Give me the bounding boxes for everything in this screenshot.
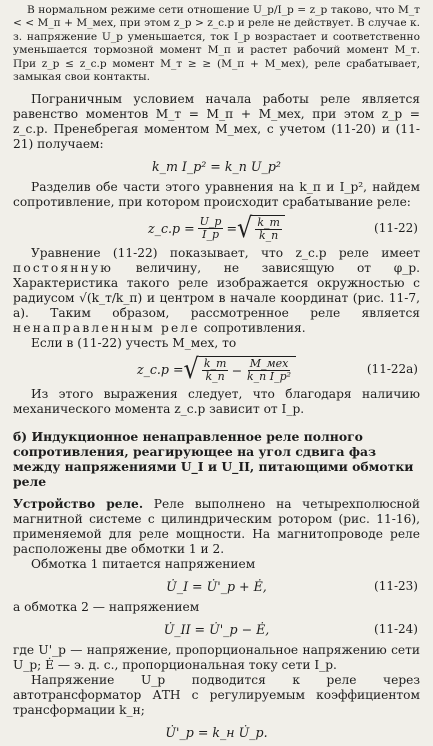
equation-11-22-sqrt (237, 212, 285, 245)
radical-sign: √ (237, 212, 253, 245)
equation-number-11-23: (11-23) (374, 578, 418, 593)
text-run: Уравнение (11-22) показывает, что z_с.р реле имеет (31, 246, 420, 261)
equation-11-22a-sqrt (183, 353, 297, 386)
sqrt-numerator: k_т (257, 215, 280, 229)
paragraph-where: где U'_р — напряжение, пропорциональное напряжению сети U_р; Ė — э. д. с., пропорциональная току сети I_р. (13, 643, 420, 673)
paragraph-conclusion: Из этого выражения следует, что благодаря наличию механического момента z_с.р зависит от I_p. (13, 387, 420, 417)
spaced-text-run: постоянную (13, 261, 114, 276)
minus-sign: − (231, 362, 243, 378)
equation-11-22a-lhs: z_с.р = (136, 361, 184, 377)
paragraph-mech-moment: Если в (11-22) учесть M_мех, то (31, 336, 237, 351)
paragraph-relay-design (13, 497, 420, 557)
term1-fraction (202, 358, 229, 383)
paragraph-normal-mode: В нормальном режиме сети отношение U_p/I_p = z_p таково, что M_т < < M_п + M_мех, при этом z_p > z_с.р и реле не действует. В случае к. з. напряжение U_p уменьшается, ток I_p возрастает и соответственно уменьшается тормозной момент M_п и растет рабочий момент M_т. При z_p ≤ z_с.р момент M_т ≥ ≥ (M_п + M_мех), реле срабатывает, замыкая свои контакты. (13, 4, 420, 84)
equation-balance (13, 152, 420, 180)
equation-11-23-text: U̇_I = U̇'_р + Ė, (166, 578, 267, 594)
paragraph-winding-2: а обмотка 2 — напряжением (13, 600, 200, 615)
equation-balance-text: k_т I_p² = k_п U_p² (152, 158, 281, 174)
equation-last (13, 718, 420, 746)
equation-11-22-fraction (198, 216, 224, 241)
equation-11-22-denominator: I_p (202, 227, 219, 241)
text-run: Реле выполнено на четырехполюсной магнитной системе с цилиндрическим ротором (рис. 11-16), применяемой для реле мощности. На магнитопроводе реле расположены две обмотки 1 и 2. (13, 497, 421, 557)
term1-numerator: k_т (203, 356, 227, 370)
text-run: величину, не зависящую от φ_р. Характеристика такого реле изображается окружностью с радиусом √(k_т/k_п) и центром в начале координат (рис. 11-7, а). Таким образом, рассмотренное реле является (13, 261, 421, 321)
section-heading: б) Индукционное ненаправленное реле полного сопротивления, реагирующее на угол сдвига фаз между напряжениями U_I и U_II, питающими обмотки реле (13, 429, 414, 490)
paragraph-winding-1: Обмотка 1 питается напряжением (31, 557, 256, 572)
equation-number-11-22a: (11-22а) (366, 361, 418, 376)
radical-body (252, 215, 285, 242)
equation-11-22-lhs: z_с.р = (148, 220, 195, 236)
text-run: сопротивления. (203, 321, 306, 336)
equation-last-text: U̇'_р = k_н U̇_р. (165, 724, 268, 740)
equation-11-22 (13, 210, 420, 246)
equation-11-22-sqrt-fraction (255, 217, 282, 242)
radical-body (199, 356, 296, 383)
paragraph-autotransformer: Напряжение U_р подводится к реле через автотрансформатор АТН с регулируемым коэффициентом трансформации k_н; (13, 673, 420, 718)
term2-numerator: M_мех (249, 356, 289, 370)
equation-11-24-text: U̇_II = U̇'_р − Ė, (163, 621, 270, 637)
equation-number-11-24: (11-24) (374, 621, 418, 636)
spaced-text-run: ненаправленным реле (13, 321, 200, 336)
equation-number-11-22: (11-22) (374, 220, 418, 235)
radical-sign: √ (183, 353, 199, 386)
term1-denominator: k_п (205, 369, 225, 383)
term2-fraction (245, 358, 293, 383)
equals-sign: = (226, 220, 238, 236)
runin-heading: Устройство реле. (13, 497, 144, 512)
paragraph-constant-value (13, 246, 420, 336)
paragraph-divide: Разделив обе части этого уравнения на k_п и I_p², найдем сопротивление, при котором происходит срабатывание реле: (13, 180, 420, 210)
equation-11-23 (13, 572, 420, 600)
equation-11-22a (13, 351, 420, 387)
equation-11-24 (13, 615, 420, 643)
paragraph-boundary-condition: Пограничным условием начала работы реле является равенство моментов M_т = M_п + M_мех, при этом z_p = z_с.р. Пренебрегая моментом M_мех, с учетом (11-20) и (11-21) получаем: (13, 92, 420, 152)
sqrt-denominator: k_п (259, 228, 279, 242)
term2-denominator: k_п I_p² (247, 369, 292, 383)
equation-11-22-numerator: U_p (199, 214, 222, 228)
